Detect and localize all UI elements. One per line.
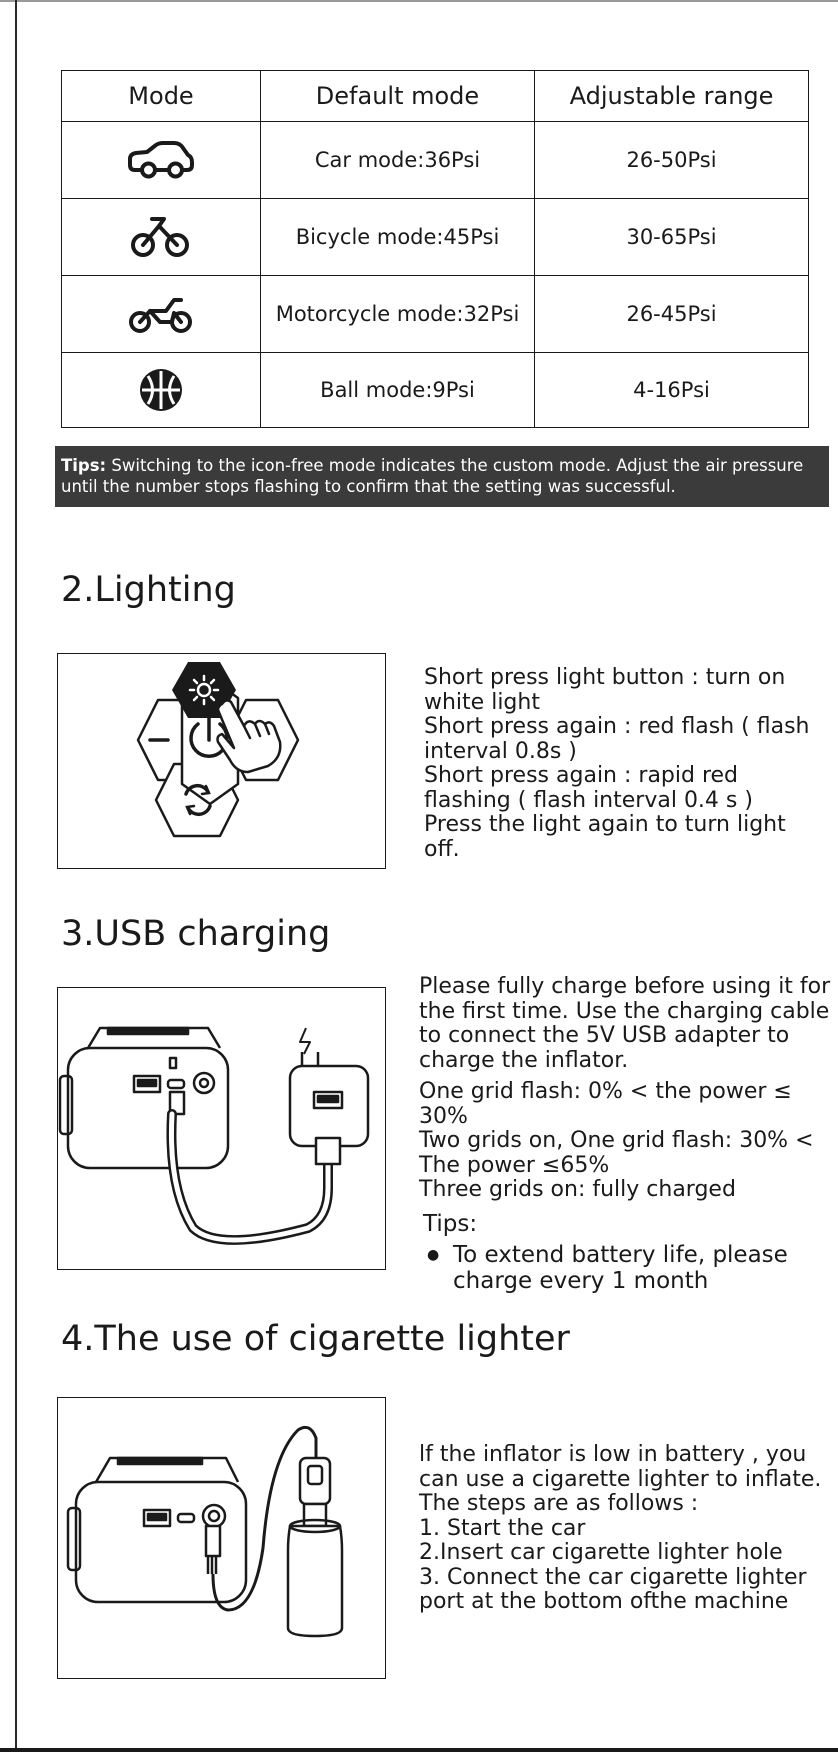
usb-tips-label: Tips: bbox=[423, 1210, 478, 1237]
mode-icon-cell bbox=[62, 199, 261, 276]
lighting-title: 2.Lighting bbox=[61, 570, 236, 610]
lighting-button-figure bbox=[57, 653, 386, 869]
usb-level-line: Three grids on: fully charged bbox=[419, 1177, 736, 1202]
usb-tips-text: To extend battery life, please charge every 1 month bbox=[453, 1241, 788, 1294]
table-header-row bbox=[62, 71, 809, 122]
range-cell: 26-45Psi bbox=[535, 276, 809, 353]
lighting-line: Short press again : rapid red flashing ( flash interval 0.4 s ) bbox=[424, 763, 753, 813]
lightning-icon bbox=[300, 1028, 310, 1054]
lighting-line: Short press again : red flash ( flash interval 0.8s ) bbox=[424, 714, 810, 764]
car-icon bbox=[126, 140, 196, 180]
bottom-divider bbox=[0, 1748, 838, 1752]
header-mode: Mode bbox=[62, 71, 261, 122]
usb-charging-figure bbox=[57, 987, 386, 1270]
lighter-intro: lf the inflator is low in battery , you can use a cigarette lighter to inflate. The steps are as follows : bbox=[419, 1442, 822, 1516]
bullet-icon: ● bbox=[427, 1246, 440, 1263]
lighter-step: 2.Insert car cigarette lighter hole bbox=[419, 1540, 783, 1565]
mode-icon-cell bbox=[62, 353, 261, 428]
usb-tips-item bbox=[419, 1242, 831, 1294]
default-mode-cell: Car mode:36Psi bbox=[261, 122, 535, 199]
motorcycle-icon bbox=[126, 294, 196, 334]
header-default-mode: Default mode bbox=[261, 71, 535, 122]
lighter-socket-shape bbox=[288, 1526, 342, 1636]
header-adjustable-range: Adjustable range bbox=[535, 71, 809, 122]
adapter-plug-shape bbox=[316, 1138, 340, 1164]
ball-icon bbox=[137, 366, 185, 414]
control-panel-illustration bbox=[58, 654, 384, 867]
tips-box bbox=[55, 446, 829, 507]
lighter-step: 1. Start the car bbox=[419, 1515, 586, 1541]
top-divider bbox=[0, 0, 838, 2]
range-cell: 26-50Psi bbox=[535, 122, 809, 199]
dc-port-icon bbox=[194, 1073, 214, 1093]
table-row bbox=[62, 122, 809, 199]
default-mode-cell: Ball mode:9Psi bbox=[261, 353, 535, 428]
type-c-port-icon bbox=[178, 1514, 194, 1522]
dc-plug-shape bbox=[206, 1526, 220, 1556]
bicycle-icon bbox=[128, 214, 194, 260]
mode-icon-cell bbox=[62, 276, 261, 353]
table-row bbox=[62, 353, 809, 428]
tips-text: Switching to the icon-free mode indicates the custom mode. Adjust the air pressure until the number stops flashing to confirm that the setting was successful. bbox=[61, 456, 804, 496]
default-mode-cell: Bicycle mode:45Psi bbox=[261, 199, 535, 276]
lighter-description bbox=[419, 1443, 831, 1615]
usb-level-line: One grid flash: 0% < the power ≤ 30% bbox=[419, 1079, 792, 1129]
mode-table bbox=[61, 70, 809, 428]
cigarette-lighter-illustration bbox=[58, 1398, 384, 1677]
range-cell: 4-16Psi bbox=[535, 353, 809, 428]
lighting-description bbox=[424, 666, 828, 862]
left-margin-line bbox=[15, 0, 17, 1752]
usb-charging-title: 3.USB charging bbox=[61, 914, 331, 954]
usb-level-line: Two grids on, One grid flash: 30% < The power ≤65% bbox=[419, 1128, 814, 1178]
table-row bbox=[62, 199, 809, 276]
usb-charging-illustration bbox=[58, 988, 384, 1268]
range-cell: 30-65Psi bbox=[535, 199, 809, 276]
cigarette-lighter-figure bbox=[57, 1397, 386, 1679]
default-mode-cell: Motorcycle mode:32Psi bbox=[261, 276, 535, 353]
usb-description bbox=[419, 975, 831, 1294]
type-c-port-icon bbox=[168, 1080, 184, 1088]
usb-intro: Please fully charge before using it for the first time. Use the charging cable to connect the 5V USB adapter to charge the inflator. bbox=[419, 974, 831, 1073]
lighting-line: Press the light again to turn light off. bbox=[424, 812, 786, 862]
inflator-body-shape bbox=[68, 1048, 228, 1168]
lighting-line: Short press light button : turn on white light bbox=[424, 665, 786, 715]
table-row bbox=[62, 276, 809, 353]
lighter-step: 3. Connect the car cigarette lighter port at the bottom ofthe machine bbox=[419, 1564, 807, 1614]
dc-port-icon bbox=[203, 1505, 225, 1527]
mode-icon-cell bbox=[62, 122, 261, 199]
cigarette-lighter-title: 4.The use of cigarette lighter bbox=[61, 1319, 570, 1359]
tips-label: Tips: bbox=[61, 456, 107, 475]
